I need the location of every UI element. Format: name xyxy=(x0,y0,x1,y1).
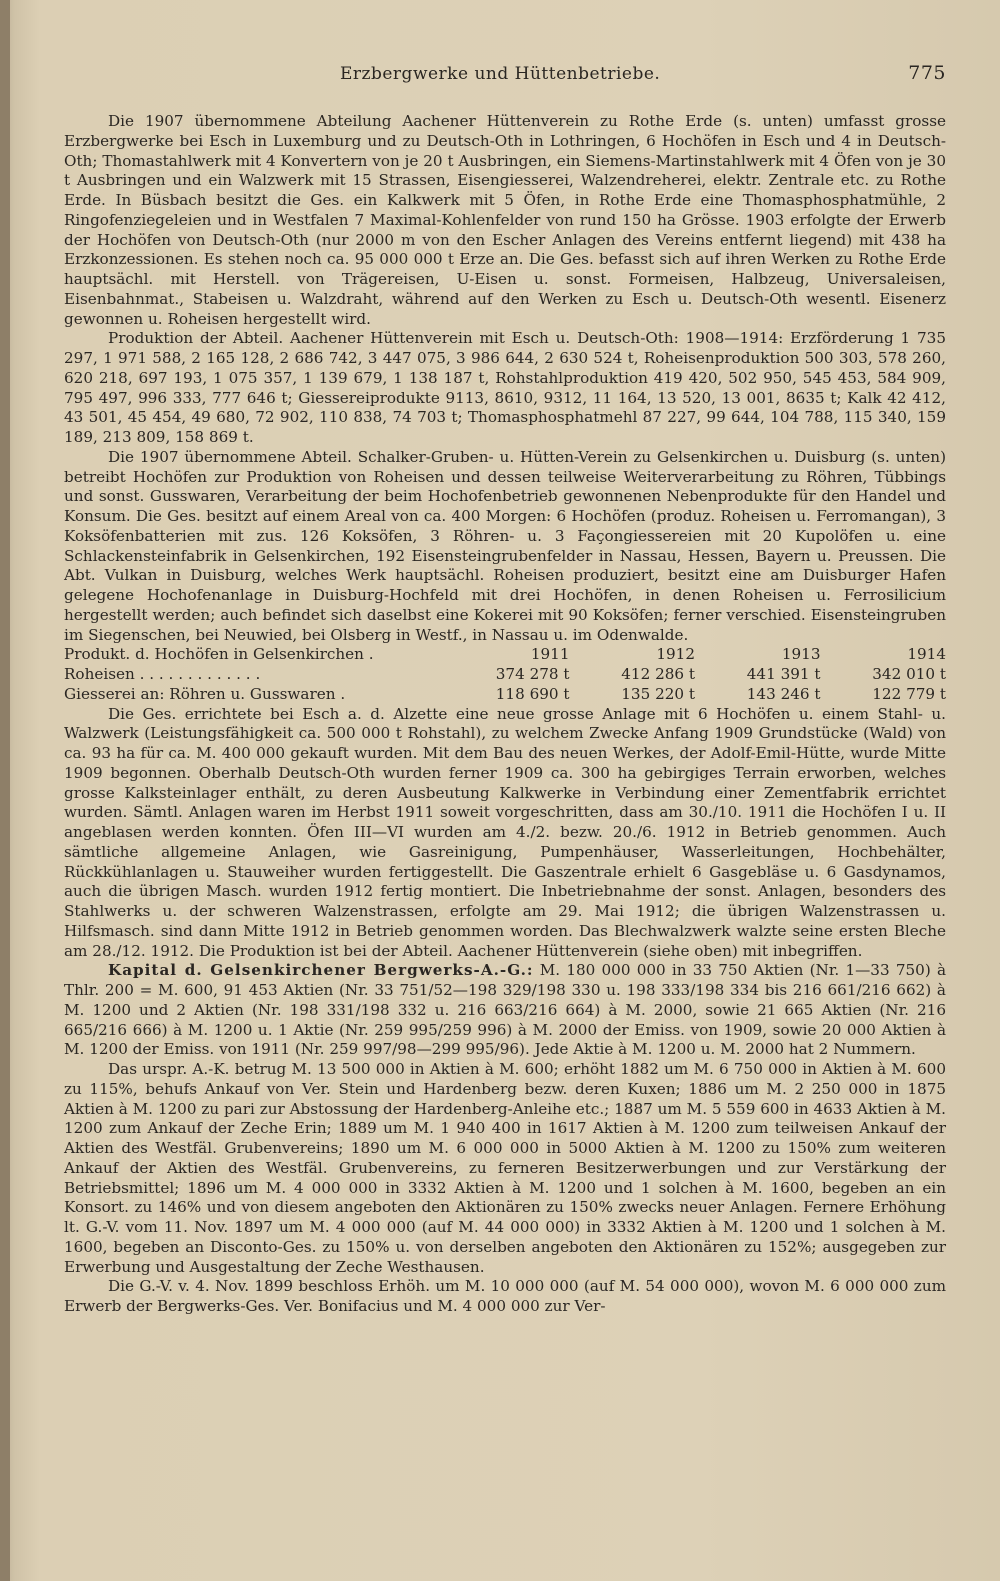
kapital-text: M. 180 000 000 in 33 750 Aktien (Nr. 1—33 750) à Thlr. 200 = M. 600, 91 453 Aktien (Nr. 33 751/52—198 329/198 330 u. 198 333/198 334 bis 216 661/216 662) à M. 1200 und 2 Aktien (Nr. 198 331/198 332 u. 216 663/216 664) à M. 2000, sowie 21 665 Aktien (Nr. 216 665/216 666) à M. 1200 u. 1 Aktie (Nr. 259 995/259 996) à M. 2000 der Emiss. von 1909, sowie 20 000 Aktien à M. 1200 der Emiss. von 1911 (Nr. 259 997/98—299 995/96). Jede Aktie à M. 1200 u. M. 2000 hat 2 Nummern. xyxy=(64,961,947,1059)
page-header xyxy=(60,60,946,90)
kapital-heading: Kapital d. Gelsenkirchener Bergwerks-A.-G.: xyxy=(108,961,534,980)
table-cell: Giesserei an: Röhren u. Gusswaren . xyxy=(64,684,346,703)
table-row xyxy=(64,665,946,685)
running-title: Erzbergwerke und Hüttenbetriebe. xyxy=(340,64,661,84)
table-header-row xyxy=(64,645,946,665)
table-header-label: Produkt. d. Hochöfen in Gelsenkirchen . xyxy=(64,645,374,664)
table-cell: 122 779 t xyxy=(872,684,946,703)
table-cell: 374 278 t xyxy=(495,665,570,683)
table-cell: 342 010 t xyxy=(872,665,946,683)
table-cell: 135 220 t xyxy=(621,684,695,703)
paragraph-produktion: Produktion der Abteil. Aachener Hüttenverein mit Esch u. Deutsch-Oth: 1908—1914: Erzförderung 1 735 297, 1 971 588, 2 165 128, 2 686 742, 3 447 075, 3 986 644, 2 630 524 t, Roheisenproduktion 500 303, 578 260, 620 218, 697 193, 1 075 357, 1 139 679, 1 138 187 t, Rohstahlproduktion 419 420, 502 950, 545 453, 584 909, 795 497, 996 333, 777 646 t; Giessereiprodukte 9113, 8610, 9312, 11 164, 13 520, 13 001, 8635 t; Kalk 42 412, 43 501, 45 454, 49 680, 72 902, 110 838, 74 703 t; Thomasphosphatmehl 87 227, 99 644, 104 788, 115 340, 159 189, 213 809, 158 869 t. xyxy=(64,329,946,446)
production-table xyxy=(64,645,946,704)
table-row xyxy=(64,685,946,705)
paragraph-gv-1899: Die G.-V. v. 4. Nov. 1899 beschloss Erhöh. um M. 10 000 000 (auf M. 54 000 000), wovon M. 6 000 000 zum Erwerb der Bergwerks-Ges. Ver. Bonifacius und M. 4 000 000 zur Ver- xyxy=(64,1277,946,1315)
table-header-year: 1912 xyxy=(656,645,695,664)
paragraph-kapital xyxy=(64,961,946,1060)
book-spine-shadow xyxy=(0,0,10,1581)
table-cell: 118 690 t xyxy=(495,684,570,703)
paragraph-schalker: Die 1907 übernommene Abteil. Schalker-Gruben- u. Hütten-Verein zu Gelsenkirchen u. Duisburg (s. unten) betreibt Hochöfen zur Produktion von Roheisen und dessen teilweise Weiterverarbeitung zu Röhren, Tübbings und sonst. Gusswaren, Verarbeitung der beim Hochofenbetrieb gewonnenen Nebenprodukte für den Handel und Konsum. Die Ges. besitzt auf einem Areal von ca. 400 Morgen: 6 Hochöfen (produz. Roheisen u. Ferromangan), 3 Koksöfenbatterien mit zus. 126 Koksöfen, 3 Röhren- u. 3 Façongiessereien mit 20 Kupolöfen u. eine Schlackensteinfabrik in Gelsenkirchen, 192 Eisensteingrubenfelder in Nassau, Hessen, Bayern u. Preussen. Die Abt. Vulkan in Duisburg, welches Werk hauptsächl. Roheisen produziert, besitzt eine am Duisburger Hafen gelegene Hochofenanlage in Duisburg-Hochfeld mit drei Hochöfen, in denen Roheisen u. Ferrosilicium hergestellt werden; auch befindet sich daselbst eine Kokerei mit 90 Koksöfen; ferner verschied. Eisensteingruben im Siegenschen, bei Neuwied, bei Olsberg in Westf., in Nassau u. im Odenwalde. xyxy=(64,447,946,644)
table-cell: 143 246 t xyxy=(746,684,821,703)
main-text xyxy=(64,112,946,1317)
table-header-year: 1911 xyxy=(530,645,570,664)
table-cell: 412 286 t xyxy=(621,665,695,683)
paragraph-urspr-ak: Das urspr. A.-K. betrug M. 13 500 000 in Aktien à M. 600; erhöht 1882 um M. 6 750 000 in Aktien à M. 600 zu 115%, behufs Ankauf von Ver. Stein und Hardenberg bezw. deren Kuxen; 1886 um M. 2 250 000 in 1875 Aktien à M. 1200 zu pari zur Abstossung der Hardenberg-Anleihe etc.; 1887 um M. 5 559 600 in 4633 Aktien à M. 1200 zum Ankauf der Zeche Erin; 1889 um M. 1 940 400 in 1617 Aktien à M. 1200 zum teilweisen Ankauf der Aktien des Westfäl. Grubenvereins; 1890 um M. 6 000 000 in 5000 Aktien à M. 1200 zu 150% zum weiteren Ankauf der Aktien des Westfäl. Grubenvereins, zu ferneren Besitzerwerbungen und zur Verstärkung der Betriebsmittel; 1896 um M. 4 000 000 in 3332 Aktien à M. 1200 und 1 solchen à M. 1600, begeben an ein Konsort. zu 146% und von diesem angeboten den Aktionären zu 150% zwecks neuer Anlagen. Fernere Erhöhung lt. G.-V. vom 11. Nov. 1897 um M. 4 000 000 (auf M. 44 000 000) in 3332 Aktien à M. 1200 und 1 solchen à M. 1600, begeben an Disconto-Ges. zu 150% u. von derselben angeboten den Aktionären zu 152%; ausgegeben zur Erwerbung und Ausgestaltung der Zeche Westhausen. xyxy=(64,1060,946,1276)
table-cell: 441 391 t xyxy=(746,665,821,683)
page-number: 775 xyxy=(908,62,946,84)
paragraph-aachener: Die 1907 übernommene Abteilung Aachener Hüttenverein zu Rothe Erde (s. unten) umfasst grosse Erzbergwerke bei Esch in Luxemburg und zu Deutsch-Oth in Lothringen, 6 Hochöfen in Esch und 4 in Deutsch-Oth; Thomastahlwerk mit 4 Konvertern von je 20 t Ausbringen, ein Siemens-Martinstahlwerk mit 4 Öfen von je 30 t Ausbringen und ein Walzwerk mit 15 Strassen, Eisengiesserei, Walzendreherei, elektr. Zentrale etc. zu Rothe Erde. In Büsbach besitzt die Ges. ein Kalkwerk mit 5 Öfen, in Rothe Erde eine Thomasphosphatmühle, 2 Ringofenziegeleien und in Westfalen 7 Maximal-Kohlenfelder von rund 150 ha Grösse. 1903 erfolgte der Erwerb der Hochöfen von Deutsch-Oth (nur 2000 m von den Escher Anlagen des Vereins entfernt liegend) mit 438 ha Erzkonzessionen. Es stehen noch ca. 95 000 000 t Erze an. Die Ges. befasst sich auf ihren Werken zu Rothe Erde hauptsächl. mit Herstell. von Trägereisen, U-Eisen u. sonst. Formeisen, Halbzeug, Universaleisen, Eisenbahnmat., Stabeisen u. Walzdraht, während auf den Werken zu Esch u. Deutsch-Oth wesentl. Eisenerz gewonnen u. Roheisen hergestellt wird. xyxy=(64,112,946,328)
paragraph-esch-alzette: Die Ges. errichtete bei Esch a. d. Alzette eine neue grosse Anlage mit 6 Hochöfen u. einem Stahl- u. Walzwerk (Leistungsfähigkeit ca. 500 000 t Rohstahl), zu welchem Zwecke Anfang 1909 Grundstücke (Wald) von ca. 93 ha für ca. M. 400 000 gekauft wurden. Mit dem Bau des neuen Werkes, der Adolf-Emil-Hütte, wurde Mitte 1909 begonnen. Oberhalb Deutsch-Oth wurden ferner 1909 ca. 300 ha gebirgiges Terrain erworben, welches grosse Kalksteinlager enthält, zu deren Ausbeutung Kalkwerke in Verbindung einer Zementfabrik errichtet wurden. Sämtl. Anlagen waren im Herbst 1911 soweit vorgeschritten, dass am 30./10. 1911 die Hochöfen I u. II angeblasen werden konnten. Öfen III—VI wurden am 4./2. bezw. 20./6. 1912 in Betrieb genommen. Auch sämtliche allgemeine Anlagen, wie Gasreinigung, Pumpenhäuser, Wasserleitungen, Hochbehälter, Rückkühlanlagen u. Stauweiher wurden fertiggestellt. Die Gaszentrale erhielt 6 Gasgebläse u. 6 Gasdynamos, auch die übrigen Masch. wurden 1912 fertig montiert. Die Inbetriebnahme der sonst. Anlagen, besonders des Stahlwerks u. der schweren Walzenstrassen, erfolgte am 29. Mai 1912; die übrigen Walzenstrassen u. Hilfsmasch. sind dann Mitte 1912 in Betrieb genommen worden. Das Blechwalzwerk walzte seine ersten Bleche am 28./12. 1912. Die Produktion ist bei der Abteil. Aachener Hüttenverein (siehe oben) mit inbegriffen. xyxy=(64,704,946,960)
table-cell: Roheisen . . . . . . . . . . . . . xyxy=(64,665,261,683)
table-header-year: 1913 xyxy=(781,645,821,664)
table-header-year: 1914 xyxy=(907,645,946,664)
